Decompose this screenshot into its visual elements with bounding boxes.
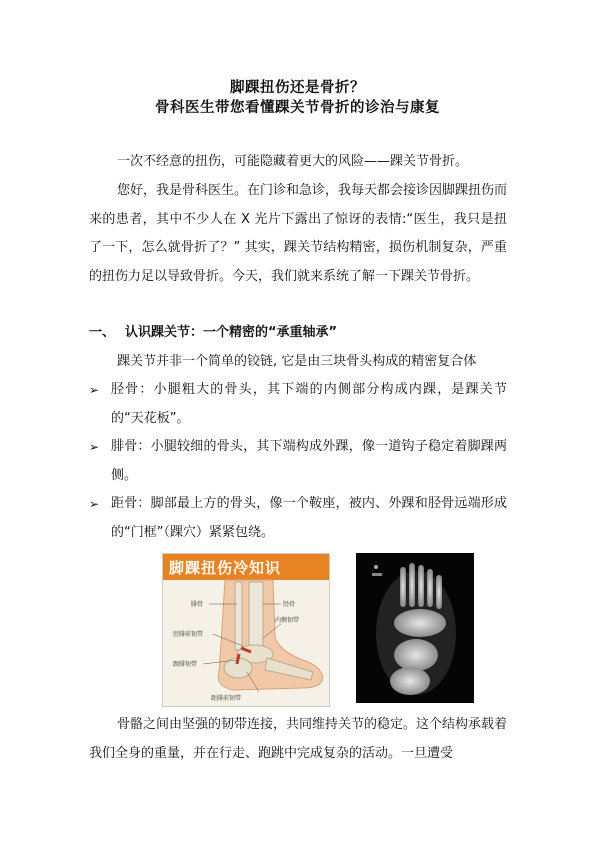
label-calcaneofibular: 跟腓韧带	[173, 661, 198, 668]
label-tibia: 胫骨	[283, 601, 296, 608]
bullet-text: 胫骨：小腿粗大的骨头，其下端的内侧部分构成内踝，是踝关节的“天花板”。	[111, 382, 507, 426]
label-anterior-tibiofibular: 胫腓前韧带	[173, 631, 204, 638]
ligament-paragraph: 骨骼之间由坚强的韧带连接，共同维持关节的稳定。这个结构承载着我们全身的重量，并在行走、跑跳中完成复杂的活动。一旦遭受	[89, 717, 508, 761]
section-title: 认识踝关节：一个精密的“承重轴承”	[125, 325, 338, 340]
title-line-1: 脚踝扭伤还是骨折？	[230, 80, 365, 96]
label-anterior-talofibular: 距腓前韧带	[211, 695, 242, 702]
section-number: 一、	[89, 325, 116, 340]
bullet-text: 腓骨：小腿较细的骨头，其下端构成外踝，像一道钩子稳定着脚踝两侧。	[111, 439, 507, 483]
banner-text: 脚踝扭伤冷知识	[169, 559, 282, 577]
title-line-2: 骨科医生带您看懂踝关节骨折的诊治与康复	[155, 100, 440, 116]
foot-xray-image	[356, 553, 474, 703]
label-fibula: 腓骨	[191, 601, 204, 608]
bullet-text: 距骨：脚部最上方的骨头，像一个鞍座，被内、外踝和胫骨远端形成的“门框”（踝穴）紧紧包绕。	[111, 496, 507, 540]
ankle-anatomy-illustration	[162, 553, 330, 707]
ankle-drawing	[163, 554, 329, 706]
arrow-bullet-icon: ➢	[89, 440, 100, 454]
section-heading-1	[89, 321, 337, 340]
intro-paragraph: 一次不经意的扭伤，可能隐藏着更大的风险——踝关节骨折。	[117, 154, 469, 169]
xray-drawing	[356, 553, 474, 703]
structure-paragraph: 踝关节并非一个简单的铰链, 它是由三块骨头构成的精密复合体	[117, 354, 477, 369]
arrow-bullet-icon: ➢	[89, 383, 100, 397]
greeting-paragraph: 您好，我是骨科医生。在门诊和急诊，我每天都会接诊因脚踝扭伤而来的患者，其中不少人在 X 光片下露出了惊讶的表情:“医生，我只是扭了一下，怎么就骨折了？” 其实，踝关节结构精密，损伤机制复杂，严重的扭伤力足以导致骨折。今天，我们就来系统了解一下踝关节骨折。	[89, 183, 508, 284]
label-deltoid: 内侧韧带	[275, 617, 300, 624]
arrow-bullet-icon: ➢	[89, 497, 100, 511]
